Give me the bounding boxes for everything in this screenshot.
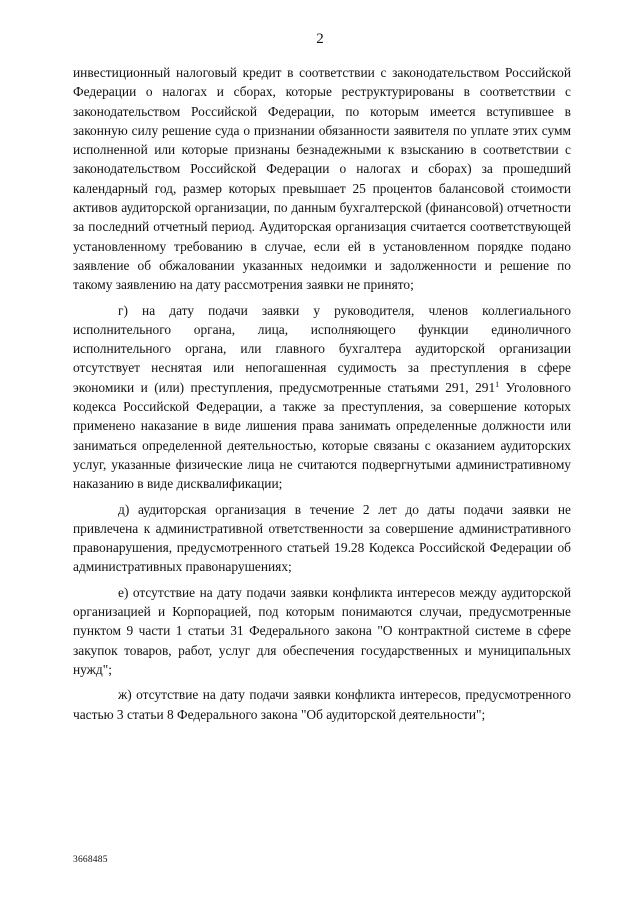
paragraph-continuation: инвестиционный налоговый кредит в соответствии с законодательством Российской Федерации о налогах и сборах, которые реструктурированы в соответствии с законодательством Российской Федерации, по которым имеется вступившее в законную силу решение суда о признании обязанности заявителя по уплате этих сумм исполненной или которые признаны безнадежными к взысканию в соответствии с законодательством Российской Федерации о налогах и сборах) за прошедший календарный год, размер которых превышает 25 процентов балансовой стоимости активов аудиторской организации, по данным бухгалтерской (финансовой) отчетности за последний отчетный период. Аудиторская организация считается соответствующей установленному требованию в случае, если ей в установленном порядке подано заявление об обжаловании указанных недоимки и задолженности и решение по такому заявлению на дату рассмотрения заявки не принято; [73,65,571,293]
document-code: 3668485 [73,855,108,865]
paragraph-item-g [73,301,571,494]
paragraph-item-d: д) аудиторская организация в течение 2 лет до даты подачи заявки не привлечена к административной ответственности за совершение административного правонарушения, предусмотренного статьей 19.28 Кодекса Российской Федерации об административных правонарушениях; [73,501,571,575]
paragraph-item-e: е) отсутствие на дату подачи заявки конфликта интересов между аудиторской организацией и Корпорацией, под которым понимаются случаи, предусмотренные пунктом 9 части 1 статьи 31 Федерального закона "О контрактной системе в сфере закупок товаров, работ, услуг для обеспечения государственных и муниципальных нужд"; [73,584,571,677]
paragraph-item-g-text-1: г) на дату подачи заявки у руководителя, членов коллегиального исполнительного органа, лица, исполняющего функции единоличного исполнительного органа, или главного бухгалтера аудиторской организации отсутствует неснятая или непогашенная судимость за преступления в сфере экономики и (или) преступления, предусмотренные статьями 291, 291 [73,302,571,395]
document-body [73,63,571,724]
superscript-index: 1 [495,379,500,389]
paragraph-item-zh: ж) отсутствие на дату подачи заявки конфликта интересов, предусмотренного частью 3 статьи 8 Федерального закона "Об аудиторской деятельности"; [73,687,571,722]
paragraph-item-g-text-2: Уголовного кодекса Российской Федерации, а также за преступления, за совершение которых применено наказание в виде лишения права занимать определенные должности или заниматься определенной деятельностью, которые связаны с оказанием аудиторских услуг, указанные физические лица не считаются подвергнутыми административному наказанию в виде дисквалификации; [73,379,571,492]
page-number: 2 [316,31,324,47]
